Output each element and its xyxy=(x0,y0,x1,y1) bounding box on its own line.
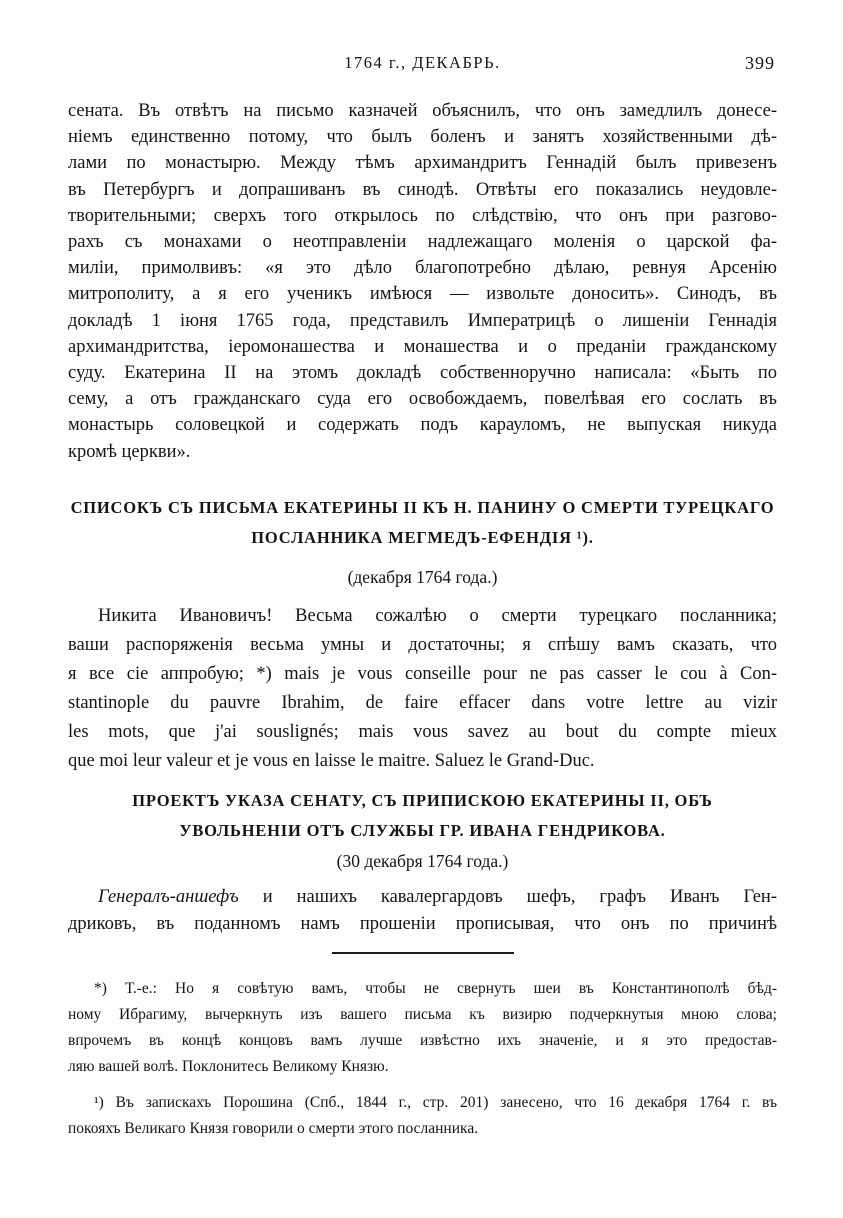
text-line: монастырь соловецкой и содержать подъ карауломъ, не выпуская никуда xyxy=(68,415,777,436)
text-line: stantinople du pauvre Ibrahim, de faire effacer dans votre lettre au vizir xyxy=(68,692,777,713)
text-line: покояхъ Великаго Князя говорили о смерти этого посланника. xyxy=(68,1119,479,1137)
page-number: 399 xyxy=(745,53,775,73)
text-line: Никита Ивановичъ! Весьма сожалѣю о смерти турецкаго посланника; xyxy=(98,605,777,626)
text-line: дриковъ, въ поданномъ намъ прошеніи прописывая, что онъ по причинѣ xyxy=(68,913,777,934)
text-line: сената. Въ отвѣтъ на письмо казначей объяснилъ, что онъ замедлилъ донесе- xyxy=(68,101,777,121)
text-line: кромѣ церкви». xyxy=(68,441,191,462)
text-line: суду. Екатерина II на этомъ докладѣ собственноручно написала: «Быть по xyxy=(68,363,777,384)
text-line: ному Ибрагиму, вычеркнуть изъ вашего письма къ визирю подчеркнутыя мною слова; xyxy=(68,1005,777,1023)
text-line: рахъ съ монахами о неотправленіи надлежащаго моленія о царской фа- xyxy=(68,232,777,253)
text-line: я все сіе аппробую; *) mais je vous conseille pour ne pas casser le cou à Con- xyxy=(68,663,777,684)
text-line: УВОЛЬНЕНІИ ОТЪ СЛУЖБЫ ГР. ИВАНА ГЕНДРИКОВА. xyxy=(179,820,666,840)
running-header xyxy=(68,52,777,74)
footnote-one xyxy=(68,1090,777,1142)
text-line: митрополиту, а я его ученикъ имѣюся — извольте доносить». Синодъ, въ xyxy=(68,284,777,305)
footnote-separator xyxy=(332,952,514,954)
text-line: ніемъ единственно потому, что былъ боленъ и занятъ хозяйственными дѣ- xyxy=(68,127,777,148)
italic-term: Генералъ-аншефъ xyxy=(98,886,239,907)
text-line: творительными; сверхъ того открылось по слѣдствію, что онъ при разгово- xyxy=(68,205,777,226)
text-line: ляю вашей волѣ. Поклонитесь Великому Князю. xyxy=(68,1057,389,1075)
text-span: и нашихъ кавалергардовъ шефъ, графъ Иванъ Ген- xyxy=(238,886,777,907)
text-line: архимандритства, іеромонашества и монашества и о преданіи гражданскому xyxy=(68,336,777,357)
text-line: СПИСОКЪ СЪ ПИСЬМА ЕКАТЕРИНЫ II КЪ Н. ПАНИНУ О СМЕРТИ ТУРЕЦКАГО xyxy=(70,497,775,517)
text-line: докладѣ 1 іюня 1765 года, представилъ Императрицѣ о лишеніи Геннадія xyxy=(68,310,777,331)
decree-date: (30 декабря 1764 года.) xyxy=(336,850,509,871)
text-line: сему, а отъ гражданскаго суда его освобождаемъ, повелѣвая его сослать въ xyxy=(68,389,777,410)
paragraph-continuation xyxy=(68,98,777,465)
letter-heading xyxy=(68,493,777,553)
letter-body xyxy=(68,602,777,776)
text-line: ваши распоряженія весьма умны и достаточны; я спѣшу вамъ сказать, что xyxy=(68,634,777,655)
running-header-title: 1764 г., ДЕКАБРЬ. xyxy=(344,53,501,72)
text-line: ПРОЕКТЪ УКАЗА СЕНАТУ, СЪ ПРИПИСКОЮ ЕКАТЕРИНЫ II, ОБЪ xyxy=(132,790,713,810)
text-line: les mots, que j'ai souslignés; mais vous savez au bout du compte mieux xyxy=(68,721,777,742)
text-line: *) Т.-е.: Но я совѣтую вамъ, чтобы не свернуть шеи въ Константинополѣ бѣд- xyxy=(94,979,777,997)
text-line: que moi leur valeur et je vous en laisse le maitre. Saluez le Grand-Duc. xyxy=(68,750,595,771)
text-line: впрочемъ въ концѣ концовъ вамъ лучше извѣстно ихъ значеніе, и я это предостав- xyxy=(68,1031,777,1049)
letter-date: (декабря 1764 года.) xyxy=(347,566,498,587)
text-line: ПОСЛАННИКА МЕГМЕДЪ-ЕФЕНДІЯ ¹). xyxy=(251,527,594,547)
footnote-star xyxy=(68,976,777,1080)
decree-body xyxy=(68,884,777,938)
text-line: въ Петербургъ и допрашиванъ въ синодѣ. Отвѣты его показались неудовле- xyxy=(68,179,777,200)
text-line xyxy=(68,884,777,911)
text-line: миліи, примолвивъ: «я это дѣло благопотребно дѣлаю, ревнуя Арсенію xyxy=(68,258,777,279)
decree-heading xyxy=(68,786,777,846)
text-line: лами по монастырю. Между тѣмъ архимандритъ Геннадій былъ привезенъ xyxy=(68,153,777,174)
text-line: ¹) Въ запискахъ Порошина (Спб., 1844 г., стр. 201) занесено, что 16 декабря 1764 г. въ xyxy=(94,1093,777,1111)
